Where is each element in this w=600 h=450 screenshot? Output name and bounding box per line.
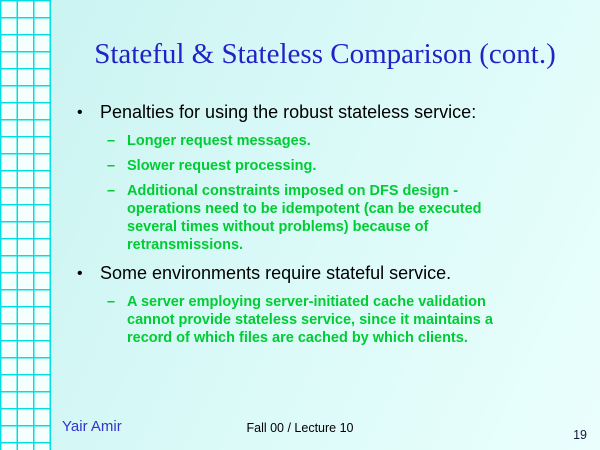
bullet-text: Some environments require stateful service. bbox=[100, 263, 452, 283]
slide-body bbox=[50, 100, 594, 354]
bullet-item bbox=[50, 100, 594, 125]
sub-bullet-line: retransmissions. bbox=[127, 237, 244, 253]
sub-bullet-line: Additional constraints imposed on DFS design - bbox=[127, 183, 459, 199]
dash-marker-icon: – bbox=[107, 158, 116, 174]
sub-bullet-item bbox=[50, 182, 594, 254]
sub-bullet-line: cannot provide stateless service, since it maintains a bbox=[127, 312, 493, 328]
sub-bullet-line: Longer request messages. bbox=[127, 133, 311, 149]
dash-marker-icon: – bbox=[107, 133, 116, 149]
bullet-dot-icon: • bbox=[77, 265, 83, 282]
footer-lecture-info: Fall 00 / Lecture 10 bbox=[246, 421, 354, 435]
sub-bullet-line: A server employing server-initiated cache validation bbox=[127, 294, 486, 310]
slide-title: Stateful & Stateless Comparison (cont.) bbox=[94, 38, 556, 70]
sub-bullet-item bbox=[50, 132, 594, 150]
page-number: 19 bbox=[573, 428, 587, 442]
sub-bullet-item bbox=[50, 293, 594, 347]
dash-marker-icon: – bbox=[107, 294, 116, 310]
sub-bullet-item bbox=[50, 157, 594, 175]
sub-bullet-line: Slower request processing. bbox=[127, 158, 317, 174]
sub-bullet-line: operations need to be idempotent (can be executed bbox=[127, 201, 482, 217]
dash-marker-icon: – bbox=[107, 183, 116, 199]
bullet-item bbox=[50, 261, 594, 286]
grid-pattern bbox=[0, 0, 51, 450]
bullet-text: Penalties for using the robust stateless service: bbox=[100, 102, 477, 122]
sub-bullet-line: record of which files are cached by which clients. bbox=[127, 330, 468, 346]
footer-author: Yair Amir bbox=[62, 418, 122, 435]
bullet-dot-icon: • bbox=[77, 104, 83, 121]
sub-bullet-line: several times without problems) because of bbox=[127, 219, 429, 235]
